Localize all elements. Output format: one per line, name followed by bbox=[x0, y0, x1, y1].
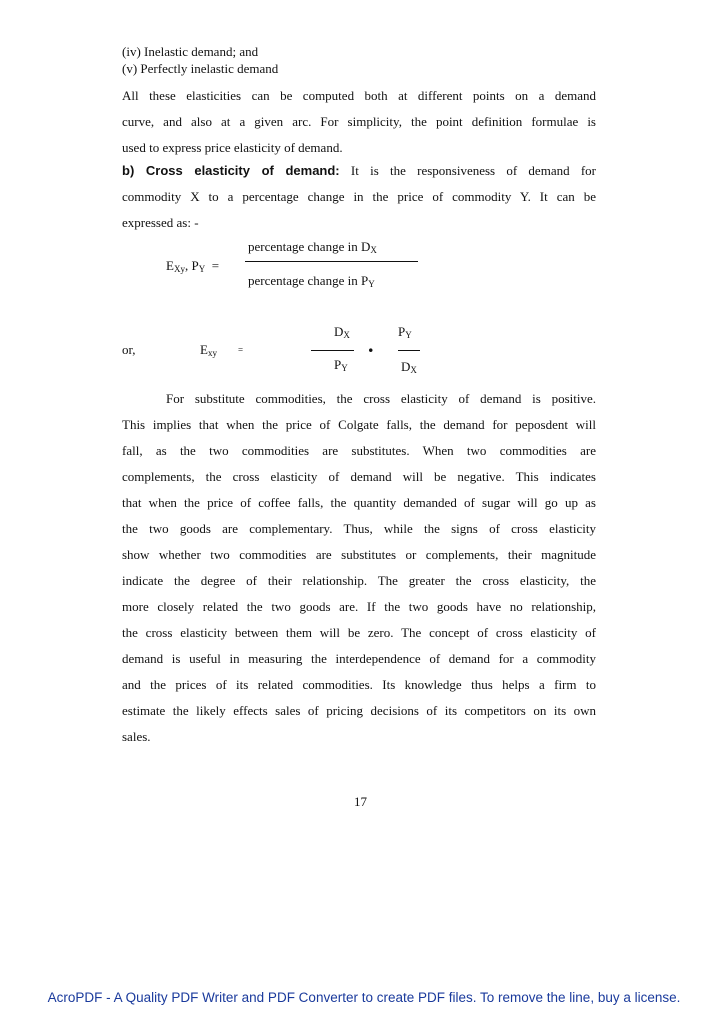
text-line: used to express price elasticity of demand. bbox=[122, 140, 343, 155]
text-line: indicate the degree of their relationship. The greater the cross elasticity, the bbox=[122, 573, 596, 588]
text-line: that when the price of coffee falls, the quantity demanded of sugar will go up as bbox=[122, 495, 596, 510]
text-line bbox=[122, 163, 596, 189]
fraction-bar bbox=[398, 350, 420, 351]
text-line: show whether two commodities are substitutes or complements, their magnitude bbox=[122, 547, 596, 562]
fraction1-denominator: $P_Y$ bbox=[334, 357, 348, 373]
heading-continuation: It is the responsiveness of demand for bbox=[350, 163, 596, 178]
text-line: estimate the likely effects sales of pricing decisions of its competitors on its own bbox=[122, 703, 596, 718]
formula-or-label: or, bbox=[122, 342, 136, 357]
text-line: For substitute commodities, the cross elasticity of demand is positive. bbox=[166, 391, 596, 406]
formula-numerator: percentage change in $D_X$ bbox=[248, 239, 377, 255]
text-line: sales. bbox=[122, 729, 151, 744]
equals-sign: = bbox=[211, 258, 220, 273]
text-line: All these elasticities can be computed both at different points on a demand bbox=[122, 88, 596, 103]
formula-lhs: $E_{Xy}$, $P_Y$ = bbox=[166, 258, 220, 274]
formula-lhs: $E_{xy}$ bbox=[200, 342, 217, 358]
text-line: the two goods are complementary. Thus, while the signs of cross elasticity bbox=[122, 521, 596, 536]
paragraph-cross-elasticity bbox=[122, 163, 596, 241]
text-line: This implies that when the price of Colgate falls, the demand for peposdent will bbox=[122, 417, 596, 432]
multiplication-dot: . bbox=[368, 332, 374, 357]
footer-watermark: AcroPDF - A Quality PDF Writer and PDF Converter to create PDF files. To remove the line, buy a license. bbox=[47, 990, 681, 1005]
fraction2-numerator: $P_Y$ bbox=[398, 324, 412, 340]
fraction-bar bbox=[311, 350, 354, 351]
fraction2-denominator: $D_X$ bbox=[401, 359, 417, 375]
formula-denominator: percentage change in $P_Y$ bbox=[248, 273, 375, 289]
text-line: commodity X to a percentage change in the price of commodity Y. It can be bbox=[122, 189, 596, 204]
list-item-iv: (iv) Inelastic demand; and bbox=[122, 44, 259, 59]
text-line: curve, and also at a given arc. For simplicity, the point definition formulae is bbox=[122, 114, 596, 129]
text-line: more closely related the two goods are. If the two goods have no relationship, bbox=[122, 599, 596, 614]
text-line: demand is useful in measuring the interdependence of demand for a commodity bbox=[122, 651, 596, 666]
page-number: 17 bbox=[354, 794, 367, 809]
paragraph-point-definition bbox=[122, 88, 596, 166]
fraction1-numerator: $D_X$ bbox=[334, 324, 350, 340]
text-line: complements, the cross elasticity of demand will be negative. This indicates bbox=[122, 469, 596, 484]
section-heading: b) Cross elasticity of demand: bbox=[122, 163, 340, 178]
text-line: fall, as the two commodities are substitutes. When two commodities are bbox=[122, 443, 596, 458]
equals-sign: = bbox=[238, 345, 244, 355]
paragraph-substitutes-complements bbox=[122, 391, 596, 755]
text-line: expressed as: - bbox=[122, 215, 199, 230]
text-line: the cross elasticity between them will be zero. The concept of cross elasticity of bbox=[122, 625, 596, 640]
fraction-bar bbox=[245, 261, 418, 262]
list-item-v: (v) Perfectly inelastic demand bbox=[122, 61, 279, 76]
text-line: and the prices of its related commodities. Its knowledge thus helps a firm to bbox=[122, 677, 596, 692]
